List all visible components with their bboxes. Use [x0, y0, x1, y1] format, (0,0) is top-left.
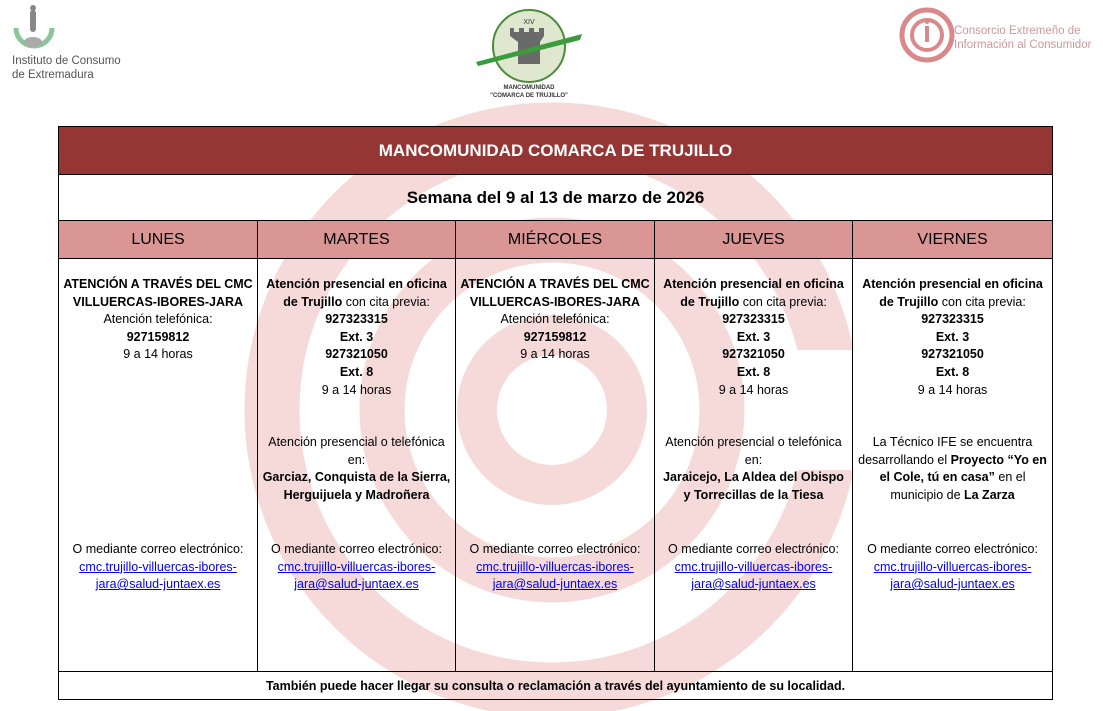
email-link[interactable]: cmc.trujillo-villuercas-ibores-jara@salud-juntaex.es: [79, 559, 237, 592]
instituto-logo-icon: [8, 4, 58, 54]
office-info-block: [258, 276, 455, 399]
phone-label: Atención telefónica:: [103, 312, 213, 327]
office-intro-bold: Atención presencial en oficina de Trujillo: [663, 277, 844, 309]
cmc-phone: 927159812: [523, 329, 587, 344]
lunes-cell: [59, 259, 258, 672]
email-link[interactable]: cmc.trujillo-villuercas-ibores-jara@salud-juntaex.es: [277, 559, 436, 592]
outreach-line: Atención presencial o telefónica en:: [268, 435, 445, 467]
viernes-cell: [853, 259, 1053, 672]
office-ext2: Ext. 8: [339, 364, 374, 379]
office-ext2: Ext. 8: [736, 364, 771, 379]
office-phone1: 927323315: [325, 312, 388, 327]
office-intro: [262, 276, 451, 311]
office-phone1: 927323315: [722, 312, 785, 327]
hours: 9 a 14 horas: [520, 347, 590, 362]
office-phone1: 927323315: [921, 312, 984, 327]
mancomunidad-emblem-icon: [472, 6, 586, 86]
outreach-places: Jaraicejo, La Aldea del Obispo y Torrecillas de la Tiesa: [663, 470, 844, 502]
mancomunidad-logo: [472, 6, 586, 102]
office-ext1: Ext. 3: [339, 329, 374, 344]
schedule-table: [58, 126, 1053, 700]
hours: 9 a 14 horas: [321, 382, 392, 397]
jueves-cell: [655, 259, 853, 672]
ife-project-block: [853, 434, 1052, 504]
hours: 9 a 14 horas: [917, 382, 988, 397]
office-ext1: Ext. 3: [935, 329, 970, 344]
center-numeral: XIV: [523, 19, 535, 26]
right-logo-line2: Información al Consumidor: [954, 39, 1092, 51]
cmc-info-block: [59, 276, 257, 364]
cmc-title-line2: VILLUERCAS-IBORES-JARA: [72, 294, 244, 309]
cmc-title-line2: VILLUERCAS-IBORES-JARA: [469, 294, 641, 309]
ife-town: La Zarza: [964, 487, 1015, 502]
footer-note: También puede hacer llegar su consulta o reclamación a través del ayuntamiento de su localidad.: [59, 672, 1053, 700]
outreach-line: Atención presencial o telefónica en:: [665, 435, 842, 467]
email-block: [456, 541, 654, 594]
email-label: O mediante correo electrónico:: [72, 542, 244, 556]
email-link[interactable]: cmc.trujillo-villuercas-ibores-jara@salud-juntaex.es: [674, 559, 833, 592]
day-header-martes: MARTES: [258, 221, 456, 259]
day-header-lunes: LUNES: [59, 221, 258, 259]
consorcio-logo: [898, 6, 1098, 72]
hours: 9 a 14 horas: [123, 347, 193, 362]
week-heading: Semana del 9 al 13 de marzo de 2026: [59, 175, 1053, 221]
office-phone2: 927321050: [325, 347, 388, 362]
office-ext2: Ext. 8: [935, 364, 970, 379]
center-logo-line2: "COMARCA DE TRUJILLO": [490, 93, 568, 99]
cmc-info-block: [456, 276, 654, 364]
center-logo-line1: MANCOMUNIDAD: [503, 85, 555, 91]
ife-text1: La Técnico IFE se encuentra desarrollando el: [858, 435, 1033, 467]
email-label: O mediante correo electrónico:: [867, 542, 1038, 556]
email-link[interactable]: cmc.trujillo-villuercas-ibores-jara@salud-juntaex.es: [476, 559, 634, 592]
office-intro-rest: con cita previa:: [342, 294, 430, 309]
cmc-title-line1: ATENCIÓN A TRAVÉS DEL CMC: [460, 277, 650, 291]
day-header-miercoles: MIÉRCOLES: [456, 221, 655, 259]
office-intro-bold: Atención presencial en oficina de Trujillo: [862, 277, 1043, 309]
cmc-title-line1: ATENCIÓN A TRAVÉS DEL CMC: [63, 277, 253, 291]
cmc-phone: 927159812: [126, 329, 190, 344]
phone-label: Atención telefónica:: [500, 312, 610, 327]
email-block: [59, 541, 257, 594]
table-title: MANCOMUNIDAD COMARCA DE TRUJILLO: [59, 127, 1053, 175]
ife-project-name: Proyecto “Yo en el Cole, tú en casa”: [879, 452, 1047, 485]
consorcio-logo-icon: [898, 6, 956, 64]
office-intro: [857, 276, 1048, 311]
outreach-places: Garciaz, Conquista de la Sierra, Herguijuela y Madroñera: [262, 470, 451, 502]
email-label: O mediante correo electrónico:: [668, 542, 839, 556]
hours: 9 a 14 horas: [718, 382, 789, 397]
miercoles-cell: [456, 259, 655, 672]
office-phone2: 927321050: [921, 347, 984, 362]
outreach-block: [258, 434, 455, 504]
outreach-block: [655, 434, 852, 504]
office-phone2: 927321050: [722, 347, 785, 362]
office-intro-rest: con cita previa:: [938, 294, 1026, 309]
office-info-block: [655, 276, 852, 399]
martes-cell: [258, 259, 456, 672]
email-link[interactable]: cmc.trujillo-villuercas-ibores-jara@salud-juntaex.es: [873, 559, 1032, 592]
left-logo-line1: Instituto de Consumo: [12, 55, 121, 67]
right-logo-line1: Consorcio Extremeño de: [954, 25, 1081, 37]
email-block: [258, 541, 455, 594]
email-label: O mediante correo electrónico:: [469, 542, 641, 556]
office-ext1: Ext. 3: [736, 329, 771, 344]
office-intro-bold: Atención presencial en oficina de Trujillo: [266, 277, 447, 309]
office-intro: [659, 276, 848, 311]
instituto-consumo-logo: [8, 4, 148, 84]
office-intro-rest: con cita previa:: [739, 294, 827, 309]
left-logo-line2: de Extremadura: [12, 69, 94, 81]
ife-text2: en el municipio de: [890, 470, 1026, 502]
day-header-viernes: VIERNES: [853, 221, 1053, 259]
email-block: [655, 541, 852, 594]
email-label: O mediante correo electrónico:: [271, 542, 442, 556]
day-header-jueves: JUEVES: [655, 221, 853, 259]
email-block: [853, 541, 1052, 594]
office-info-block: [853, 276, 1052, 399]
